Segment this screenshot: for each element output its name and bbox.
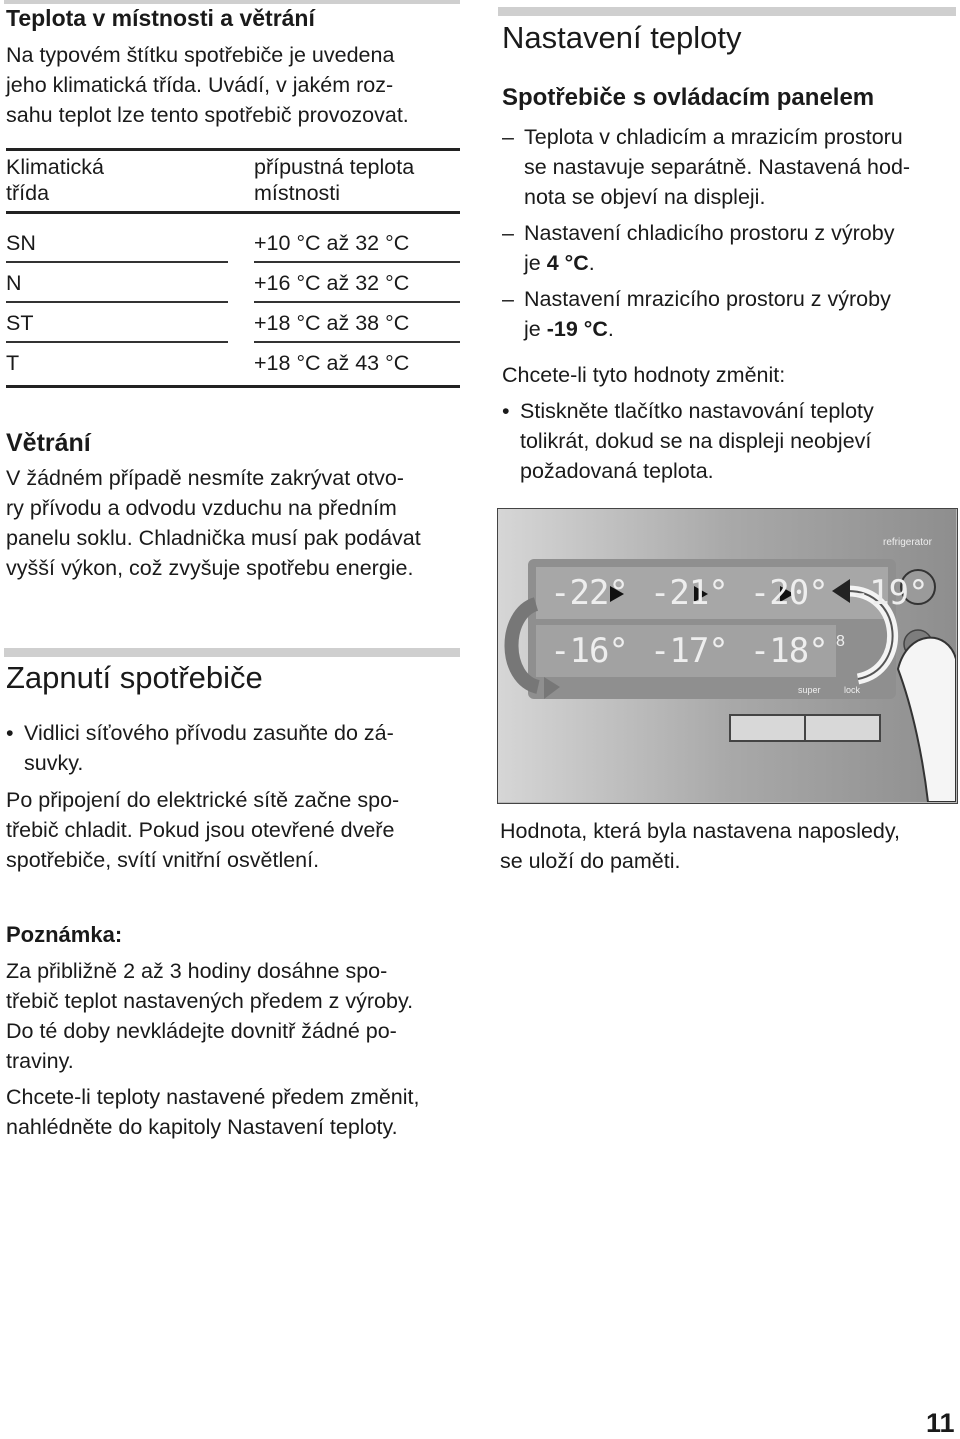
- memory-caption: [500, 816, 956, 876]
- text-line: vyšší výkon, což zvyšuje spotřebu energie.: [6, 556, 414, 580]
- text-line: místnosti: [254, 181, 341, 205]
- class-cell: T: [6, 351, 20, 375]
- class-cell: N: [6, 271, 22, 295]
- dash-item-separate: [502, 122, 960, 212]
- text-line: Teplota v chladicím a mrazicím prostoru: [524, 125, 903, 149]
- text-line: Chcete-li teploty nastavené předem změnit,: [6, 1085, 420, 1109]
- table-top-rule: [6, 148, 460, 151]
- text-line: Hodnota, která byla nastavena naposledy,: [500, 819, 901, 843]
- row-rule: [6, 341, 228, 343]
- dash-icon: –: [502, 287, 514, 311]
- text-prefix: je: [524, 251, 547, 275]
- button-label-super: super: [798, 685, 821, 695]
- control-panel-subheading: Spotřebiče s ovládacím panelem: [502, 84, 875, 111]
- display-value: -22°: [550, 573, 628, 613]
- table-bottom-rule: [6, 385, 460, 388]
- text-line: suvky.: [24, 751, 84, 775]
- text-line: nahlédněte do kapitoly Nastavení teploty.: [6, 1115, 398, 1139]
- text-line: přípustná teplota: [254, 155, 415, 179]
- dash-icon: –: [502, 125, 514, 149]
- row-rule: [254, 341, 460, 343]
- range-cell: +18 °C až 43 °C: [254, 351, 410, 375]
- display-top-values: [550, 567, 928, 619]
- note-heading: Poznámka:: [6, 922, 123, 947]
- text-line: sahu teplot lze tento spotřebič provozovat.: [6, 103, 409, 127]
- note-para-2: [6, 1082, 462, 1142]
- display-value: -16°: [550, 631, 628, 671]
- text-line: Do té doby nevkládejte dovnitř žádné po-: [6, 1019, 397, 1043]
- climate-intro: [6, 40, 462, 130]
- range-cell: +10 °C až 32 °C: [254, 231, 410, 255]
- row-rule: [254, 301, 460, 303]
- text-line: se nastavuje separátně. Nastavená hod-: [524, 155, 911, 179]
- text-line: jeho klimatická třída. Uvádí, v jakém roz-: [6, 73, 394, 97]
- text-line: Klimatická: [6, 155, 104, 179]
- text-line: [524, 314, 960, 344]
- temperature-heading: Nastavení teploty: [502, 20, 742, 55]
- text-line: [524, 248, 960, 278]
- switch-on-text: [6, 785, 462, 875]
- display-bottom-values: [550, 625, 840, 677]
- display-small-label: 8: [836, 633, 845, 650]
- control-panel-illustration: [497, 508, 958, 804]
- bullet-icon: •: [6, 721, 14, 745]
- text-line: ry přívodu a odvodu vzduchu na předním: [6, 496, 397, 520]
- text-line: traviny.: [6, 1049, 74, 1073]
- text-line: Na typovém štítku spotřebiče je uvedena: [6, 43, 395, 67]
- text-line: Stiskněte tlačítko nastavování teploty: [520, 399, 874, 423]
- text-line: V žádném případě nesmíte zakrývat otvo-: [6, 466, 404, 490]
- display-value: -18°: [749, 631, 828, 671]
- dash-icon: –: [502, 221, 514, 245]
- text-line: Vidlici síťového přívodu zasuňte do zá-: [24, 721, 394, 745]
- text-prefix: je: [524, 317, 547, 341]
- ventilation-heading: Větrání: [6, 429, 91, 457]
- panel-label: refrigerator: [883, 537, 932, 548]
- display-value: -21°: [649, 573, 728, 613]
- row-rule: [6, 301, 228, 303]
- display-value: -20°: [749, 573, 828, 613]
- bullet-icon: •: [502, 399, 510, 423]
- text-line: Nastavení mrazicího prostoru z výroby: [524, 287, 891, 311]
- section-bar: [4, 648, 460, 657]
- fridge-default-value: 4 °C: [546, 251, 589, 275]
- text-line: spotřebiče, svítí vnitřní osvětlení.: [6, 848, 320, 872]
- text-line: Po připojení do elektrické sítě začne spo-: [6, 788, 400, 812]
- class-cell: SN: [6, 231, 36, 255]
- ventilation-text: [6, 463, 462, 583]
- text-suffix: .: [607, 317, 614, 341]
- row-rule: [254, 261, 460, 263]
- change-intro: Chcete-li tyto hodnoty změnit:: [502, 363, 786, 387]
- dash-item-fridge-default: [502, 218, 960, 278]
- button-label-lock: lock: [844, 685, 861, 695]
- switch-on-heading: Zapnutí spotřebiče: [6, 660, 263, 695]
- page-number: 11: [926, 1408, 955, 1438]
- range-cell: +16 °C až 32 °C: [254, 271, 410, 295]
- dash-item-freezer-default: [502, 284, 960, 344]
- row-rule: [6, 261, 228, 263]
- climate-table: [0, 148, 462, 388]
- text-suffix: .: [588, 251, 595, 275]
- text-line: třebič chladit. Pokud jsou otevřené dveře: [6, 818, 395, 842]
- text-line: Nastavení chladicího prostoru z výroby: [524, 221, 895, 245]
- text-line: požadovaná teplota.: [520, 459, 714, 483]
- text-line: třebič teplot nastavených předem z výroby.: [6, 989, 414, 1013]
- text-line: se uloží do paměti.: [500, 849, 681, 873]
- display-value: -19°: [849, 573, 928, 613]
- class-cell: ST: [6, 311, 34, 335]
- col-header-temp: [254, 154, 414, 206]
- range-cell: +18 °C až 38 °C: [254, 311, 410, 335]
- note-para-1: [6, 956, 462, 1076]
- text-line: Za přibližně 2 až 3 hodiny dosáhne spo-: [6, 959, 388, 983]
- display-value: -17°: [649, 631, 728, 671]
- text-line: panelu soklu. Chladnička musí pak podávat: [6, 526, 421, 550]
- header-rule: [6, 211, 460, 214]
- freezer-default-value: -19 °C: [546, 317, 608, 341]
- text-line: tolikrát, dokud se na displeji neobjeví: [520, 429, 872, 453]
- switch-on-bullet: [6, 718, 464, 778]
- section-bar: [498, 7, 956, 16]
- text-line: nota se objeví na displeji.: [524, 185, 766, 209]
- text-line: třída: [6, 181, 50, 205]
- press-button-bullet: [502, 396, 960, 486]
- col-header-class: [6, 154, 104, 206]
- climate-heading: Teplota v místnosti a větrání: [6, 5, 315, 31]
